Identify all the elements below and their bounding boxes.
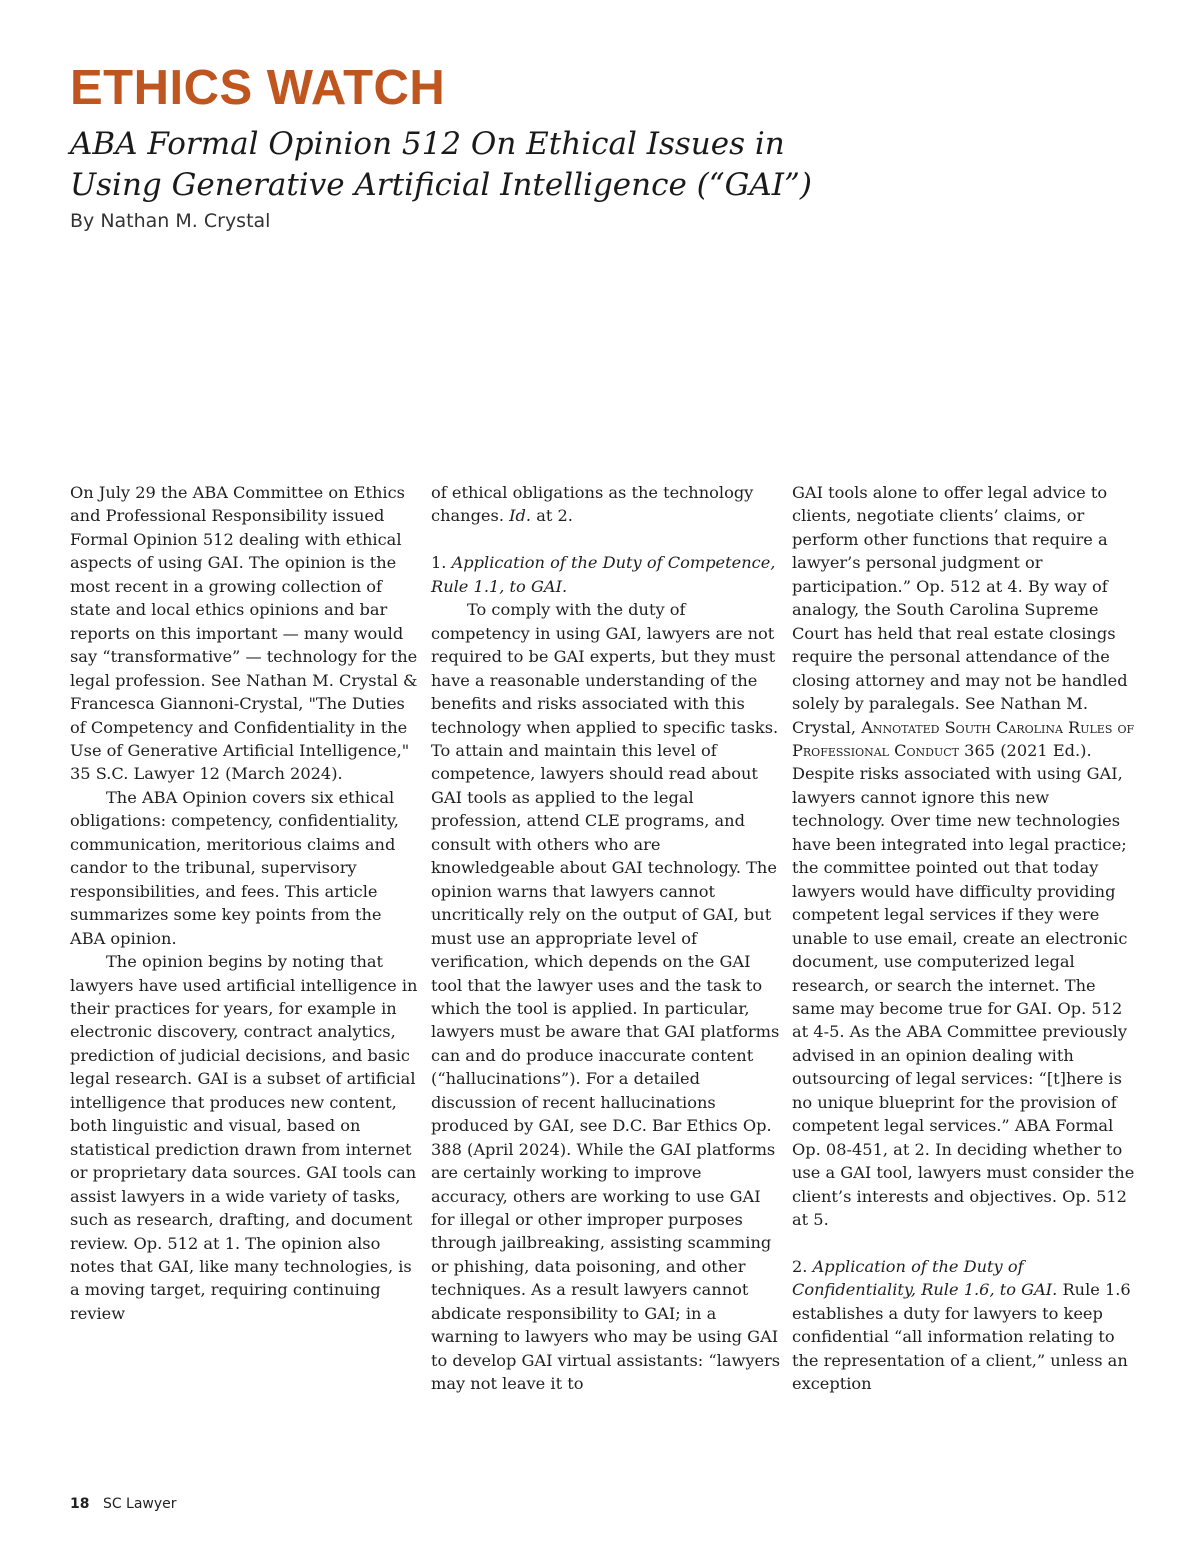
paragraph-text: 365 (2021 Ed.). Despite risks associated with using GAI, lawyers cannot ignore this new technology. Over time new technologies have been integrated into legal practice; the committee pointed out that today lawyers would have difficulty providing competent legal services if they were unable to use email, create an electronic document, use computerized legal research, or search the internet. The same may become true for GAI. Op. 512 at 4-5. As the ABA Committee previously advised in an opinion dealing with outsourcing of legal services: “[t]here is no unique blueprint for the provision of competent legal services.” ABA Formal Op. 08-451, at 2. In deciding whether to use a GAI tool, lawyers must consider the client’s interests and objectives. Op. 512 at 5. bbox=[792, 740, 1135, 1230]
section-heading-competence bbox=[431, 551, 781, 598]
paragraph-text: of ethical obligations as the technology changes. bbox=[431, 483, 754, 526]
page-number: 18 bbox=[70, 1496, 90, 1512]
article-column-1 bbox=[70, 481, 420, 1325]
paragraph-text: at 2. bbox=[536, 506, 573, 526]
book-title: Annotated South Carolina Rules of Professional Conduct bbox=[792, 717, 1135, 760]
section-number: 1. bbox=[431, 553, 447, 573]
article-title-line-1: ABA Formal Opinion 512 On Ethical Issues in bbox=[70, 126, 785, 162]
paragraph-text: GAI tools alone to offer legal advice to clients, negotiate clients’ claims, or perform other functions that require a lawyer’s personal judgment or participation.” Op. 512 at 4. By way of analogy, the South Carolina Supreme Court has held that real estate closings require the personal attendance of the closing attorney and may not be handled solely by paralegals. See Nathan M. Crystal, bbox=[792, 483, 1128, 737]
section-heading-text: Application of the Duty of Competence, Rule 1.1, to GAI. bbox=[431, 553, 776, 596]
paragraph: The ABA Opinion covers six ethical obligations: competency, confidentiality, communication, meritorious claims and candor to the tribunal, supervisory responsibilities, and fees. This article summarizes some key points from the ABA opinion. bbox=[70, 787, 399, 948]
article-title bbox=[70, 124, 970, 206]
paragraph: On July 29 the ABA Committee on Ethics and Professional Responsibility issued Formal Opinion 512 dealing with ethical aspects of using GAI. The opinion is the most recent in a growing collection of state and local ethics opinions and bar reports on this important — many would say “transformative” — technology for the legal profession. See Nathan M. Crystal & Francesca Giannoni-Crystal, "The Duties of Competency and Confidentiality in the Use of Generative Artificial Intelligence," 35 S.C. Lawyer 12 (March 2024). bbox=[70, 483, 418, 784]
paragraph bbox=[431, 481, 781, 528]
citation-id: Id. bbox=[509, 506, 532, 526]
article-column-3 bbox=[792, 481, 1142, 1396]
paragraph-text: Rule 1.6 establishes a duty for lawyers to keep confidential “all information relating to the representation of a client,” unless an exception bbox=[792, 1280, 1131, 1394]
page-footer bbox=[70, 1496, 177, 1512]
article-column-2 bbox=[431, 481, 781, 1396]
article-title-line-2: Using Generative Artificial Intelligence (“GAI”) bbox=[70, 167, 812, 203]
paragraph bbox=[792, 481, 1142, 1232]
section-heading-text: Application of the Duty of Confidentiality, Rule 1.6, to GAI. bbox=[792, 1256, 1058, 1300]
paragraph: To comply with the duty of competency in using GAI, lawyers are not required to be GAI experts, but they must have a reasonable understanding of the benefits and risks associated with this technology when applied to specific tasks. To attain and maintain this level of competence, lawyers should read about GAI tools as applied to the legal profession, attend CLE programs, and consult with others who are knowledgeable about GAI technology. The opinion warns that lawyers cannot uncritically rely on the output of GAI, but must use an appropriate level of verification, which depends on the GAI tool that the lawyer uses and the task to which the tool is applied. In particular, lawyers must be aware that GAI platforms can and do produce inaccurate content (“hallucinations”). For a detailed discussion of recent hallucinations produced by GAI, see D.C. Bar Ethics Op. 388 (April 2024). While the GAI platforms are certainly working to improve accuracy, others are working to use GAI for illegal or other improper purposes through jailbreaking, assisting scamming or phishing, data poisoning, and other techniques. As a result lawyers cannot abdicate responsibility to GAI; in a warning to lawyers who may be using GAI to develop GAI virtual assistants: “lawyers may not leave it to bbox=[431, 600, 781, 1394]
publication-name: SC Lawyer bbox=[102, 1496, 177, 1512]
paragraph: The opinion begins by noting that lawyers have used artificial intelligence in their practices for years, for example in electronic discovery, contract analytics, prediction of judicial decisions, and basic legal research. GAI is a subset of artificial intelligence that produces new content, both linguistic and visual, based on statistical prediction drawn from internet or proprietary data sources. GAI tools can assist lawyers in a wide variety of tasks, such as research, drafting, and document review. Op. 512 at 1. The opinion also notes that GAI, like many technologies, is a moving target, requiring continuing review bbox=[70, 952, 418, 1323]
section-kicker: ETHICS WATCH bbox=[70, 61, 446, 115]
byline: By Nathan M. Crystal bbox=[70, 210, 271, 232]
section-number: 2. bbox=[792, 1256, 808, 1276]
section-heading-confidentiality bbox=[792, 1255, 1142, 1396]
